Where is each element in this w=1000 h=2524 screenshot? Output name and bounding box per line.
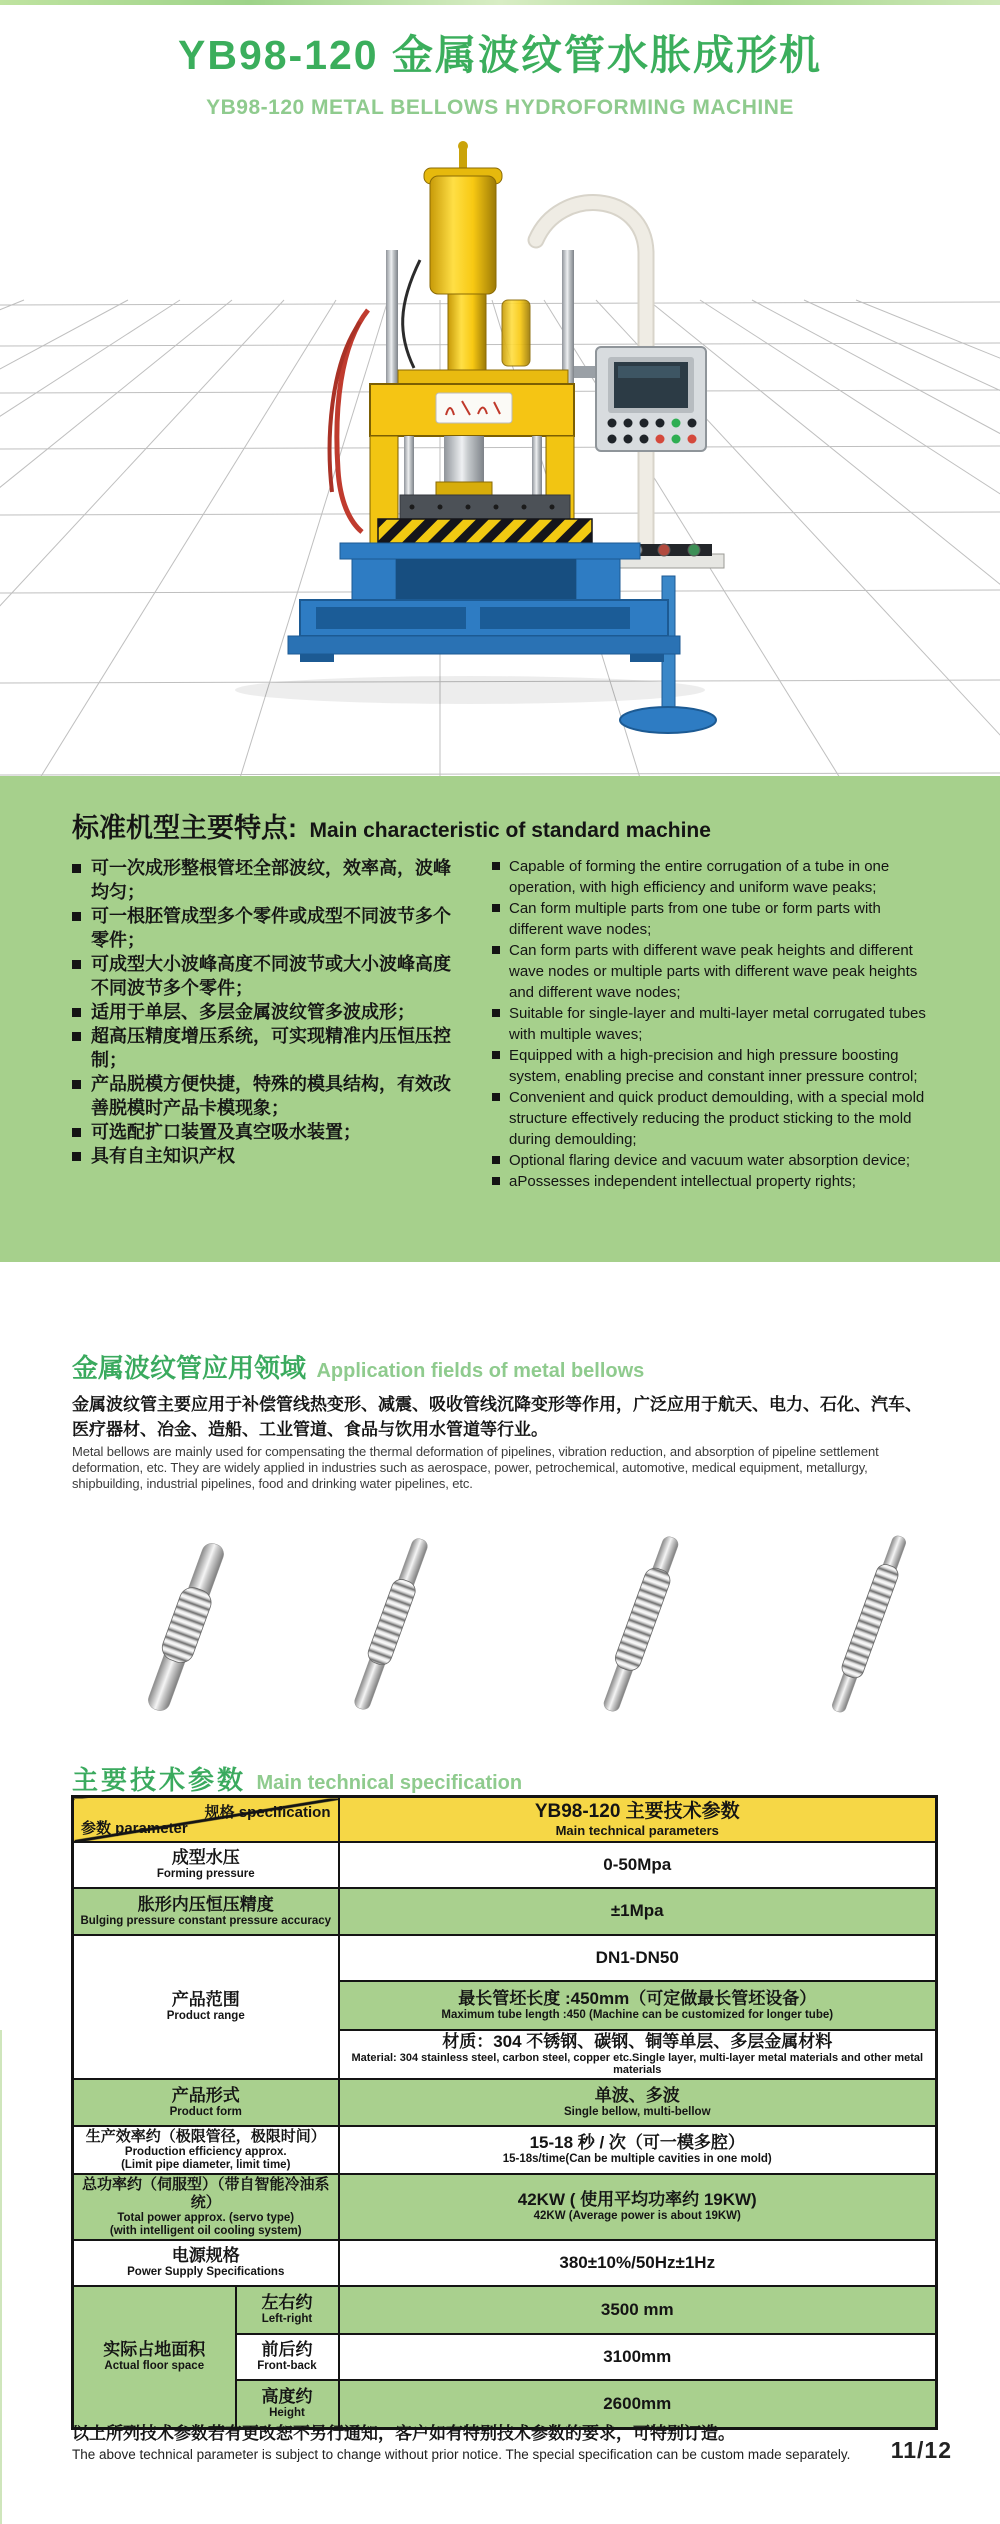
row-value: 单波、多波 Single bellow, multi-bellow <box>339 2079 937 2126</box>
corner-parameter-label: 参数 parameter <box>81 1819 188 1837</box>
bellows-sample-1 <box>141 1539 231 1715</box>
hydraulic-cylinder <box>430 176 496 294</box>
page-title-cn: YB98-120 金属波纹管水胀成形机 <box>177 32 822 78</box>
row-value: ±1Mpa <box>339 1888 937 1935</box>
row-value: 3500 mm <box>339 2286 937 2334</box>
table-row <box>73 2174 937 2240</box>
row-label: 电源规格 Power Supply Specifications <box>73 2240 339 2286</box>
row-sublabel: 前后约 Front-back <box>236 2334 339 2380</box>
application-heading-cn: 金属波纹管应用领域 <box>72 1353 307 1383</box>
table-row <box>73 1888 937 1935</box>
pedestal-base <box>620 707 716 733</box>
row-value: 0-50Mpa <box>339 1842 937 1888</box>
table-row <box>73 1842 937 1888</box>
row-value: 42KW ( 使用平均功率约 19KW) 42KW (Average power is about 19KW) <box>339 2174 937 2240</box>
feature-item-cn: 可一根胚管成型多个零件或成型不同波节多个零件； <box>72 904 468 952</box>
footer-note-en: The above technical parameter is subject to change without prior notice. The special specification can be custom made separately. <box>72 2447 851 2462</box>
page-number: 11/12 <box>890 2437 952 2463</box>
row-label: 成型水压 Forming pressure <box>73 1842 339 1888</box>
row-label: 产品范围 Product range <box>73 1935 339 2079</box>
feature-item-en: Optional flaring device and vacuum water absorption device; <box>492 1150 938 1171</box>
features-heading <box>72 806 711 845</box>
row-label: 实际占地面积 Actual floor space <box>73 2286 236 2429</box>
feature-item-cn: 产品脱模方便快捷，特殊的模具结构，有效改善脱模时产品卡模现象； <box>72 1072 468 1120</box>
row-sublabel: 高度约 Height <box>236 2380 339 2429</box>
page-left-edge-decoration <box>0 2030 2 2524</box>
bellows-photo <box>0 1532 1000 1722</box>
application-text-cn: 金属波纹管主要应用于补偿管线热变形、减震、吸收管线沉降变形等作用，广泛应用于航天、电力、石化、汽车、医疗器材、冶金、造船、工业管道、食品与饮用水管道等行业。 <box>72 1395 922 1439</box>
corner-specification-label: 规格 specification <box>204 1804 331 1821</box>
feature-item-cn: 可成型大小波峰高度不同波节或大小波峰高度不同波节多个零件； <box>72 952 468 1000</box>
application-text-en: Metal bellows are mainly used for compensating the thermal deformation of pipelines, vibration reduction, and absorption of pipeline settlement deformation, etc. They are widely applied in industries such as aerospace, power, petrochemical, automotive, medical equipment, metallurgy, shipbuilding, industrial pipelines, food and drinking water pipelines, etc. <box>72 1444 879 1491</box>
row-value: 材质：304 不锈钢、碳钢、铜等单层、多层金属材料 Material: 304 stainless steel, carbon steel, copper etc.Single layer, multi-layer metal materials and other metal materials <box>339 2030 937 2079</box>
feature-item-cn: 可一次成形整根管坯全部波纹，效率高，波峰均匀； <box>72 856 468 904</box>
feature-item-en: Can form parts with different wave peak heights and different wave nodes or multiple parts with different wave peak heights and different wave nodes; <box>492 940 938 1003</box>
row-value: 2600mm <box>339 2380 937 2429</box>
feature-item-cn: 超高压精度增压系统，可实现精准内压恒压控制； <box>72 1024 468 1072</box>
row-label: 胀形内压恒压精度 Bulging pressure constant pressure accuracy <box>73 1888 339 1935</box>
bellows-sample-4 <box>827 1533 911 1715</box>
row-value: 最长管坯长度 :450mm（可定做最长管坯设备） Maximum tube length :450 (Machine can be customized for longer tube) <box>339 1981 937 2030</box>
spec-header-en: Main technical parameters <box>555 1822 719 1838</box>
feature-item-en: Convenient and quick product demoulding, with a special mold structure effectively reducing the product sticking to the mold during demoulding; <box>492 1087 938 1150</box>
row-label: 生产效率约（极限管径，极限时间） Production efficiency approx. (Limit pipe diameter, limit time) <box>73 2126 339 2174</box>
hazard-stripe-bar <box>378 519 592 543</box>
spec-heading-cn: 主要技术参数 <box>72 1765 247 1795</box>
bellows-sample-2 <box>349 1535 433 1712</box>
spec-heading <box>72 1760 522 1797</box>
feature-item-en: Can form multiple parts from one tube or form parts with different wave nodes; <box>492 898 938 940</box>
feature-item-en: Capable of forming the entire corrugation of a tube in one operation, with high efficiency and uniform wave peaks; <box>492 856 938 898</box>
table-row <box>73 2079 937 2126</box>
page-top-edge-decoration <box>0 0 1000 5</box>
feature-item-en: aPossesses independent intellectual property rights; <box>492 1171 938 1192</box>
table-row <box>73 1797 937 1842</box>
row-sublabel: 左右约 Left-right <box>236 2286 339 2334</box>
application-heading-en: Application fields of metal bellows <box>316 1360 645 1382</box>
feature-item-cn: 适用于单层、多层金属波纹管多波成形； <box>72 1000 468 1024</box>
features-list-en <box>492 856 938 1192</box>
table-row <box>73 1935 937 1981</box>
features-heading-en: Main characteristic of standard machine <box>309 819 711 842</box>
spec-header-cn: YB98-120 主要技术参数 <box>534 1800 740 1822</box>
table-row <box>73 2286 937 2334</box>
feature-item-cn: 可选配扩口装置及真空吸水装置； <box>72 1120 468 1144</box>
feature-item-cn: 具有自主知识产权 <box>72 1144 468 1168</box>
row-value: 380±10%/50Hz±1Hz <box>339 2240 937 2286</box>
row-label: 产品形式 Product form <box>73 2079 339 2126</box>
brand-plate <box>436 393 512 423</box>
features-list-cn <box>72 856 468 1168</box>
row-value: DN1-DN50 <box>339 1935 937 1981</box>
table-row <box>73 2126 937 2174</box>
bellows-sample-3 <box>597 1533 684 1715</box>
page-title-en: YB98-120 METAL BELLOWS HYDROFORMING MACHINE <box>206 96 794 119</box>
spec-table <box>71 1795 938 2430</box>
row-label: 总功率约（伺服型）（带自智能冷油系统） Total power approx. (servo type) (with intelligent oil cooling system) <box>73 2174 339 2240</box>
footer-note-cn: 以上所列技术参数若有更改恕不另行通知，客户如有特别技术参数的要求，可特别订造。 <box>72 2424 735 2443</box>
row-value: 15-18 秒 / 次（可一模多腔） 15-18s/time(Can be multiple cavities in one mold) <box>339 2126 937 2174</box>
row-value: 3100mm <box>339 2334 937 2380</box>
application-heading <box>72 1348 644 1385</box>
feature-item-en: Suitable for single-layer and multi-layer metal corrugated tubes with multiple waves; <box>492 1003 938 1045</box>
table-row <box>73 2240 937 2286</box>
features-heading-cn: 标准机型主要特点: <box>72 813 297 843</box>
spec-heading-en: Main technical specification <box>256 1772 523 1794</box>
spec-corner-cell <box>73 1797 339 1842</box>
feature-item-en: Equipped with a high-precision and high pressure boosting system, enabling precise and constant inner pressure control; <box>492 1045 938 1087</box>
spec-header-cell <box>339 1797 937 1842</box>
machine-photo <box>0 130 1000 778</box>
features-panel <box>0 776 1000 1262</box>
